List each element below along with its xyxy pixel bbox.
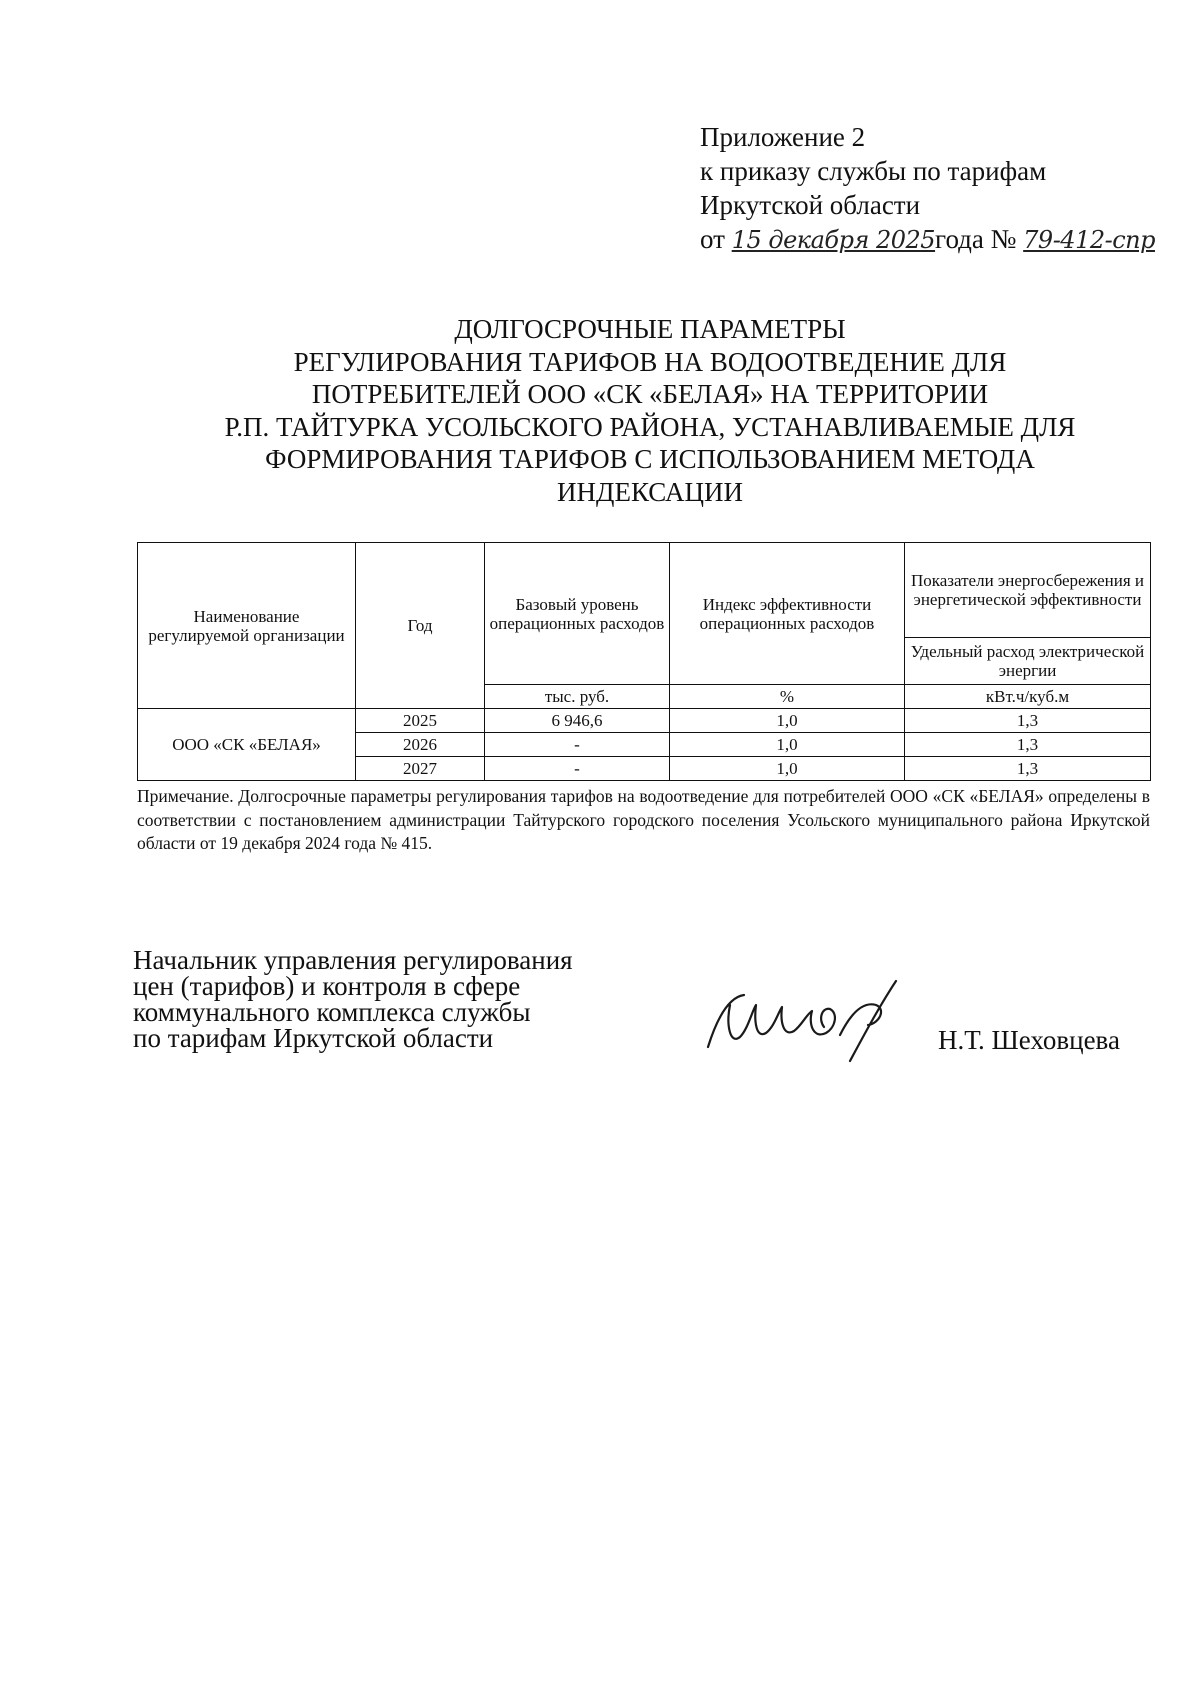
index-cell: 1,0: [670, 733, 905, 757]
energy-cell: 1,3: [905, 709, 1151, 733]
position-line-4: по тарифам Иркутской области: [133, 1023, 494, 1053]
title-line-1: ДОЛГОСРОЧНЫЕ ПАРАМЕТРЫ: [454, 314, 846, 344]
appendix-line-2: к приказу службы по тарифам: [700, 156, 1047, 186]
energy-cell: 1,3: [905, 757, 1151, 781]
handwritten-date: 15 декабря 2025: [731, 226, 936, 254]
year-cell: 2027: [356, 757, 485, 781]
title-line-2: РЕГУЛИРОВАНИЯ ТАРИФОВ НА ВОДООТВЕДЕНИЕ ДЛЯ: [293, 346, 1007, 377]
appendix-date-line: [700, 222, 1155, 257]
handwritten-signature: [700, 975, 920, 1065]
header-base-level: Базовый уровень операционных расходов: [485, 543, 670, 685]
index-cell: 1,0: [670, 709, 905, 733]
index-cell: 1,0: [670, 757, 905, 781]
title-line-3: ПОТРЕБИТЕЛЕЙ ООО «СК «БЕЛАЯ» НА ТЕРРИТОРИИ: [311, 379, 989, 409]
appendix-line-3: Иркутской области: [700, 190, 921, 220]
position-line-2: цен (тарифов) и контроля в сфере: [133, 971, 521, 1001]
year-cell: 2025: [356, 709, 485, 733]
position-line-3: коммунального комплекса службы: [133, 997, 531, 1027]
header-year: Год: [356, 543, 485, 709]
header-org: Наименование регулируемой организации: [138, 543, 356, 709]
title-line-5: ФОРМИРОВАНИЯ ТАРИФОВ С ИСПОЛЬЗОВАНИЕМ МЕТОДА: [265, 444, 1035, 474]
header-energy-consumption: Удельный расход электрической энергии: [905, 638, 1151, 685]
appendix-line-1: Приложение 2: [700, 122, 866, 152]
title-line-6: ИНДЕКСАЦИИ: [557, 476, 743, 507]
date-middle: года №: [935, 224, 1017, 254]
table-note: Примечание. Долгосрочные параметры регулирования тарифов на водоотведение для потребителей ООО «СК «БЕЛАЯ» определены в соответствии с постановлением администрации Тайтурского городского поселения Усольского муниципального района Иркутской области от 19 декабря 2024 года № 415.: [137, 786, 1150, 853]
year-cell: 2026: [356, 733, 485, 757]
base-cell: -: [485, 733, 670, 757]
unit-energy: кВт.ч/куб.м: [905, 685, 1151, 709]
base-cell: -: [485, 757, 670, 781]
position-line-1: Начальник управления регулирования: [133, 945, 573, 975]
header-row: [138, 543, 1151, 638]
official-position: [133, 947, 573, 1051]
signer-name: Н.Т. Шеховцева: [938, 1025, 1120, 1055]
base-cell: 6 946,6: [485, 709, 670, 733]
date-prefix: от: [700, 224, 725, 254]
table-row: [138, 709, 1151, 733]
energy-cell: 1,3: [905, 733, 1151, 757]
org-name-cell: ООО «СК «БЕЛАЯ»: [138, 709, 356, 781]
appendix-header: [700, 120, 1155, 257]
document-title: [150, 313, 1150, 508]
header-efficiency-index: Индекс эффективности операционных расходов: [670, 543, 905, 685]
unit-index: %: [670, 685, 905, 709]
unit-base: тыс. руб.: [485, 685, 670, 709]
header-energy-indicators: Показатели энергосбережения и энергетической эффективности: [905, 543, 1151, 638]
parameters-table: [137, 542, 1151, 781]
title-line-4: Р.П. ТАЙТУРКА УСОЛЬСКОГО РАЙОНА, УСТАНАВЛИВАЕМЫЕ ДЛЯ: [224, 411, 1076, 442]
handwritten-number: 79-412-спр: [1023, 226, 1155, 254]
